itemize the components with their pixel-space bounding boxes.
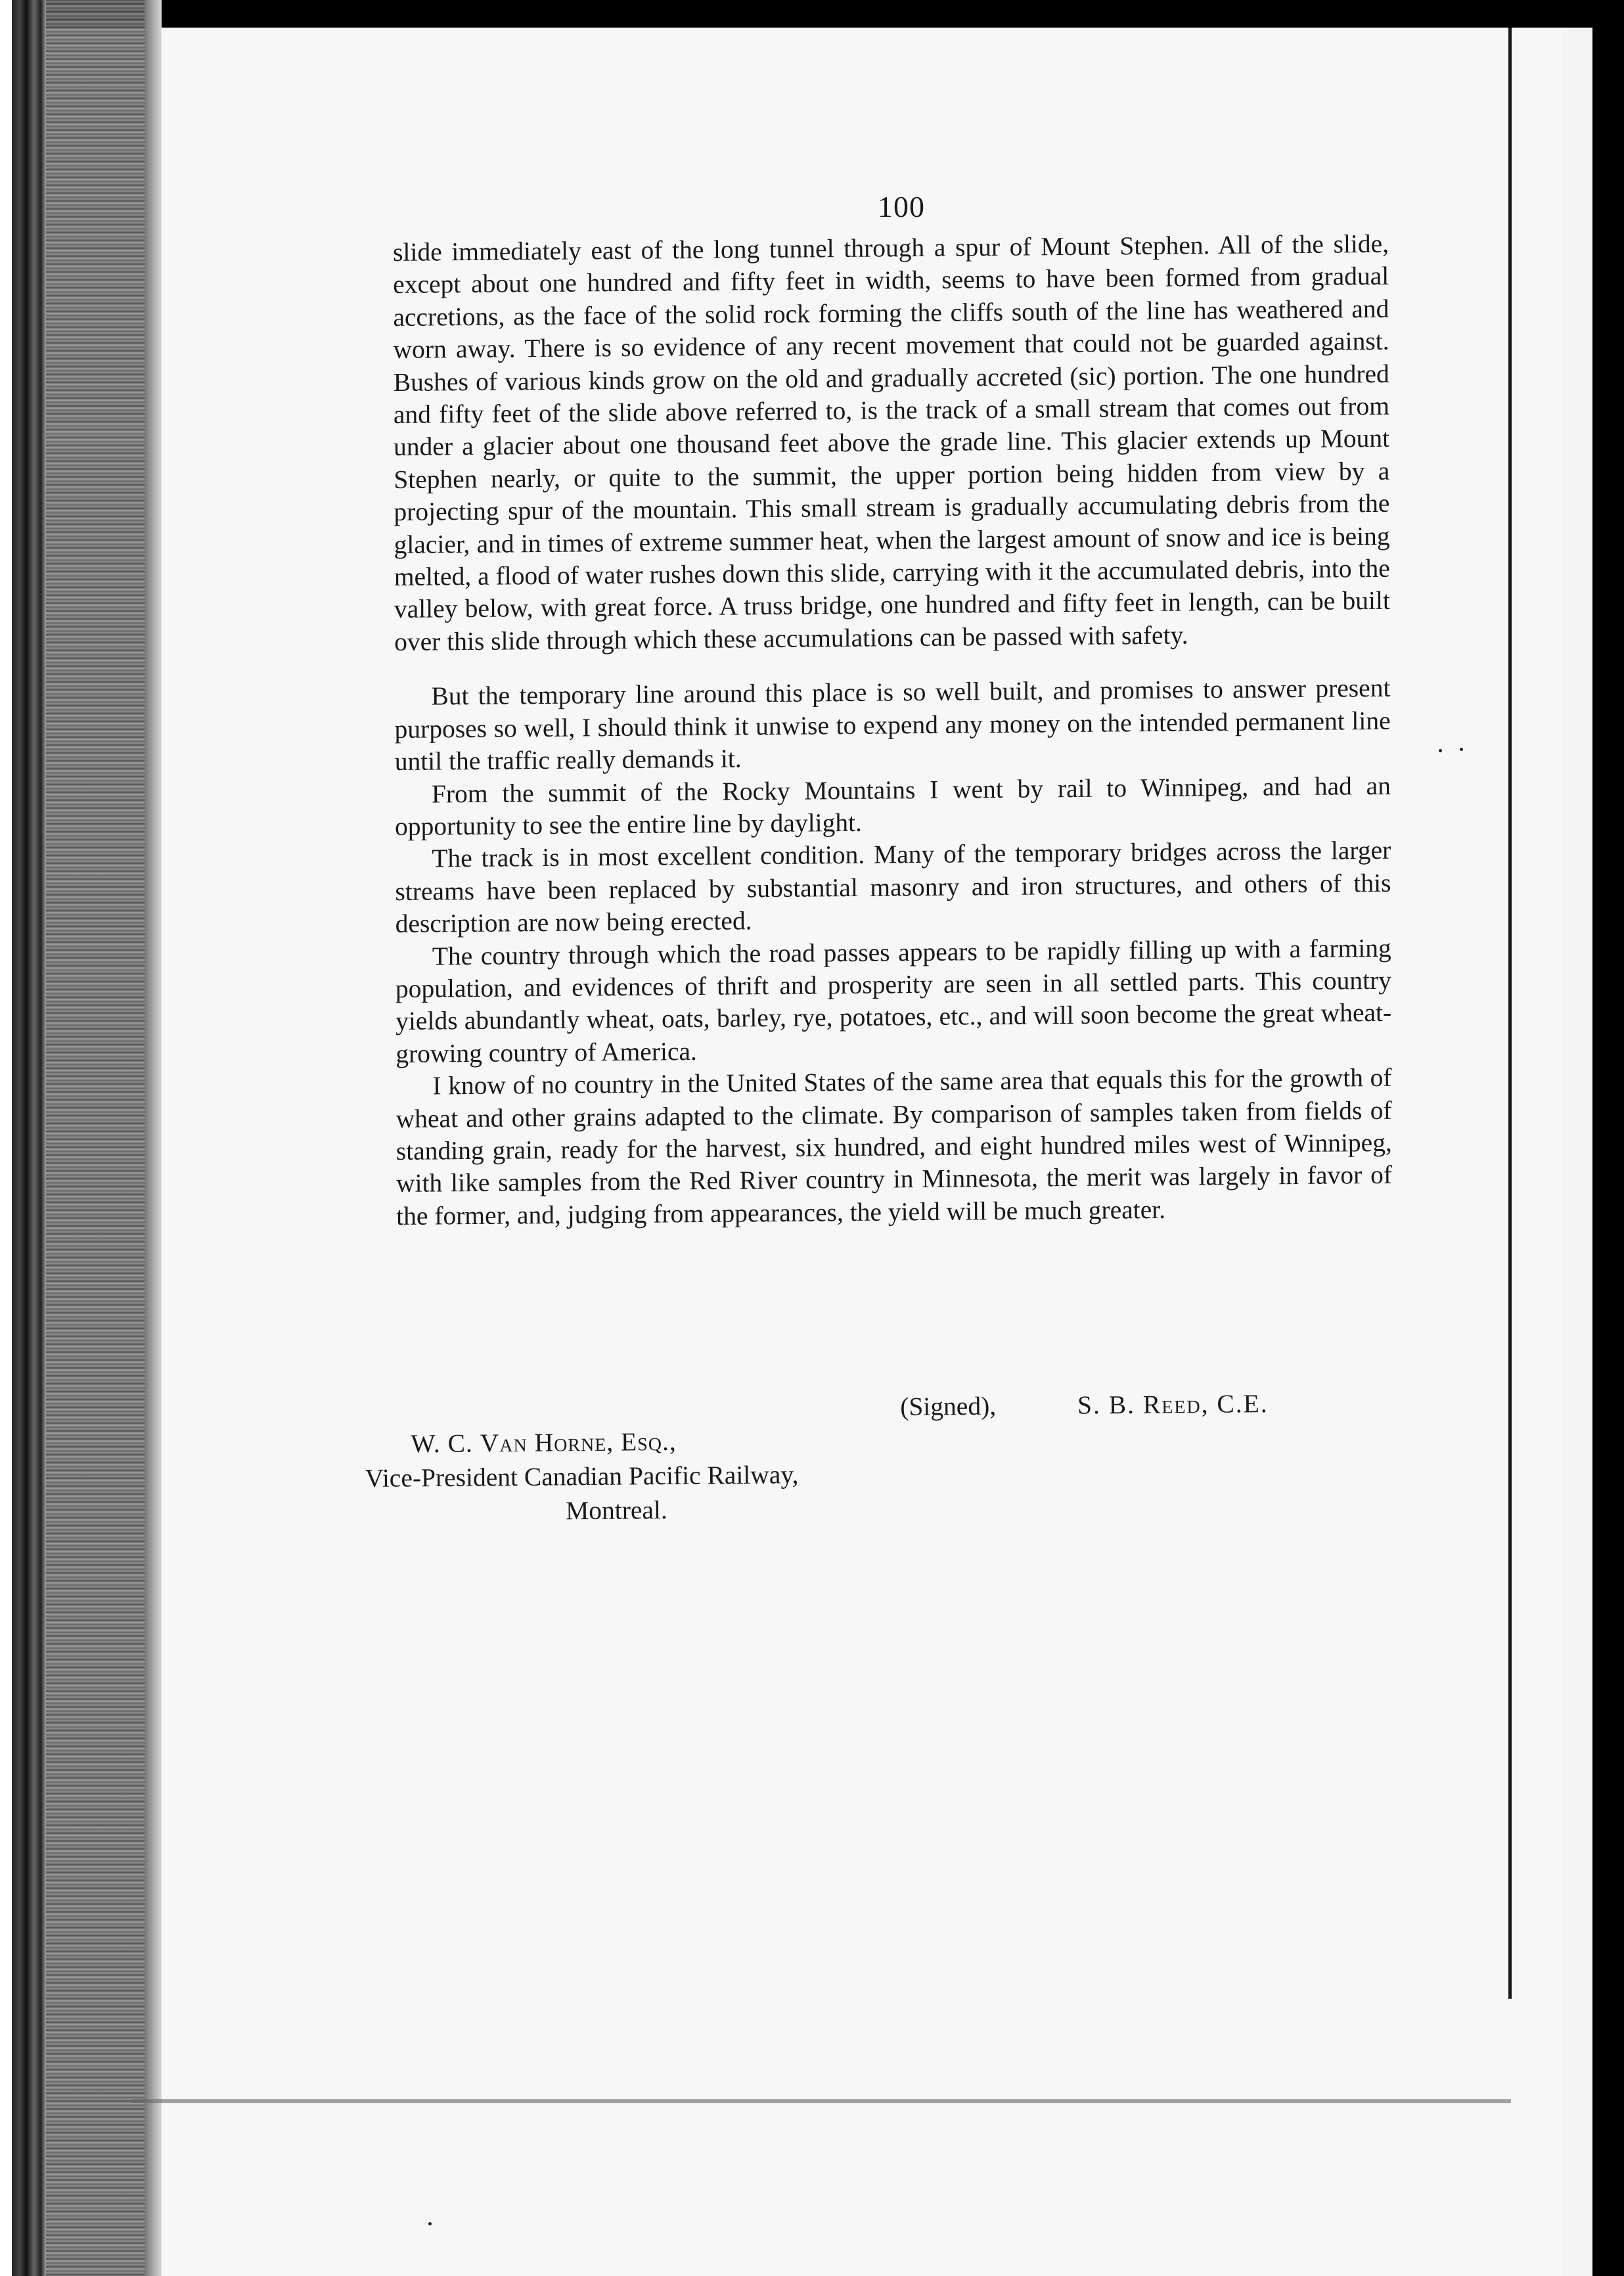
book-binding bbox=[46, 0, 145, 2276]
facing-page-edge bbox=[1508, 28, 1512, 1999]
paragraph-2: But the temporary line around this place is so well built, and promises to answer present purposes so well, I should think it unwise to expend any money on the intended permanent line until the traffic really demands it. bbox=[394, 673, 1391, 777]
scan-border-left bbox=[0, 0, 46, 2276]
page-number: 100 bbox=[878, 190, 925, 223]
scan-speck bbox=[428, 2222, 432, 2225]
addressee-block bbox=[365, 1423, 799, 1530]
paragraph-6: I know of no country in the United States of the same area that equals this for the growth of wheat and other grains adapted to the climate. By comparison of samples taken from fields of standing grain, ready for the harvest, six hundred, and eight hundred miles west of Winnipeg, with like samples from the Red River country in Minnesota, the merit was largely in favor of the former, and, judging from appearances, the yield will be much greater. bbox=[395, 1062, 1393, 1231]
addressee-title: Vice-President Canadian Pacific Railway, bbox=[365, 1460, 799, 1493]
addressee-surname: Van Horne, Esq., bbox=[480, 1426, 677, 1458]
addressee-initials: W. C. bbox=[411, 1428, 480, 1459]
addressee-city: Montreal. bbox=[565, 1495, 667, 1526]
signer-name: S. B. Reed, C.E. bbox=[1077, 1389, 1269, 1420]
paragraph-3: From the summit of the Rocky Mountains I went by rail to Winnipeg, and had an opportunity to see the entire line by daylight. bbox=[395, 771, 1391, 841]
scan-speck bbox=[1439, 749, 1442, 752]
signature-line bbox=[900, 1388, 1373, 1422]
signed-label: (Signed), bbox=[900, 1391, 997, 1421]
binding-shadow bbox=[145, 0, 162, 2276]
paragraph-4: The track is in most excellent condition. Many of the temporary bridges across the larger streams have been replaced by substantial masonry and iron structures, and others of this description are now being erected. bbox=[395, 836, 1391, 939]
body-text bbox=[393, 228, 1392, 1233]
paragraph-5: The country through which the road passes appears to be rapidly filling up with a farming population, and evidences of thrift and prosperity are seen in all settled parts. This country yields abundantly wheat, oats, barley, rye, potatoes, etc., and will soon become the great wheat-growing country of America. bbox=[395, 933, 1392, 1068]
paragraph-1: slide immediately east of the long tunnel through a spur of Mount Stephen. All of the slide, except about one hundred and fifty feet in width, seems to have been formed from gradual accretions, as the face of the solid rock forming the cliffs south of the line has weathered and worn away. There is so evidence of any recent movement that could not be guarded against. Bushes of various kinds grow on the old and gradually accreted (sic) portion. The one hundred and fifty feet of the slide above referred to, is the track of a small stream that comes out from under a glacier about one thousand feet above the grade line. This glacier extends up Mount Stephen nearly, or quite to the summit, the upper portion being hidden from view by a projecting spur of the mountain. This small stream is gradually accumulating debris from the glacier, and in times of extreme summer heat, when the largest amount of snow and ice is being melted, a flood of water rushes down this slide, carrying with it the accumulated debris, into the valley below, with great force. A truss bridge, one hundred and fifty feet in length, can be built over this slide through which these accumulations can be passed with safety. bbox=[393, 229, 1390, 656]
scan-border-right bbox=[1592, 0, 1624, 2276]
page-bottom-edge bbox=[131, 2099, 1511, 2103]
scan-border-top bbox=[0, 0, 1624, 28]
scan-speck bbox=[1460, 748, 1463, 751]
addressee-name bbox=[365, 1423, 798, 1461]
